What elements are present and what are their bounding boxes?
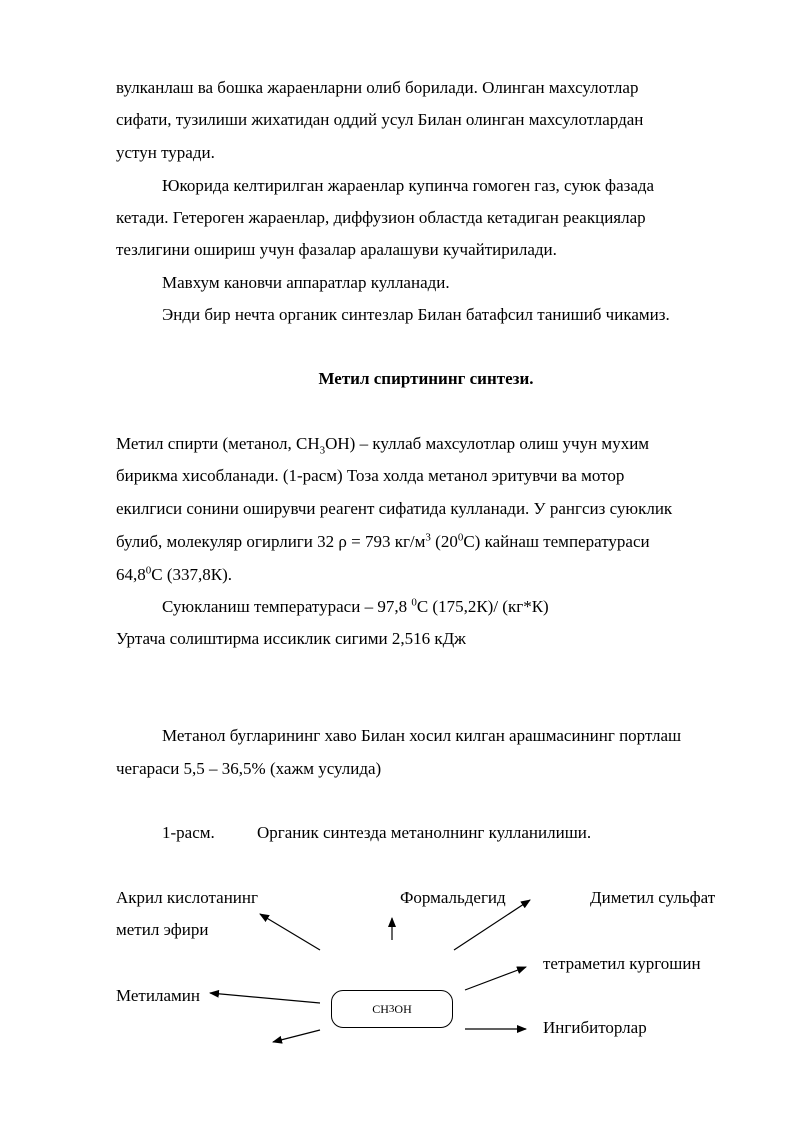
- text-run: CH: [372, 1001, 389, 1016]
- figure-caption-text: Органик синтезда метанолнинг кулланилиши.: [257, 823, 592, 842]
- arrow-to-methylamine: [210, 993, 320, 1003]
- paragraph-line: [162, 597, 549, 617]
- text-run: (20: [430, 532, 458, 551]
- text-run: булиб, молекуляр огирлиги 32 ρ = 793 кг/м: [116, 532, 426, 551]
- superscript: 3: [425, 531, 431, 544]
- methanol-node: CH 3 OH: [331, 990, 453, 1028]
- diagram-label-tetramethyl-lead: тетраметил кургошин: [543, 954, 701, 973]
- paragraph-line: Энди бир нечта органик синтезлар Билан батафсил танишиб чикамиз.: [162, 305, 670, 324]
- paragraph-line: кетади. Гетероген жараенлар, диффузион областда кетадиган реакциялар: [116, 208, 646, 227]
- text-run: С) кайнаш температураси: [463, 532, 650, 551]
- section-heading: Метил спиртининг синтези.: [318, 369, 534, 388]
- superscript: 0: [411, 596, 417, 609]
- arrow-lower-left: [273, 1030, 320, 1042]
- paragraph-line: Юкорида келтирилган жараенлар купинча гомоген газ, суюк фазада: [162, 176, 655, 195]
- paragraph-line: Мавхум кановчи аппаратлар кулланади.: [162, 273, 450, 292]
- subscript: 3: [319, 444, 326, 457]
- paragraph-line: [116, 532, 650, 552]
- paragraph-line: екилгиси сонини оширувчи реагент сифатида кулланади. У рангсиз суюклик: [116, 499, 673, 518]
- text-run: С (175,2К)/ (кг*К): [416, 597, 549, 616]
- diagram-label-inhibitors: Ингибиторлар: [543, 1018, 647, 1037]
- paragraph-line: чегараси 5,5 – 36,5% (хажм усулида): [116, 759, 382, 778]
- paragraph-line: устун туради.: [116, 143, 215, 162]
- diagram-label-methylamine: Метиламин: [116, 986, 200, 1005]
- text-run: Суюкланиш температураси – 97,8: [162, 597, 412, 616]
- text-run: С (337,8К).: [151, 565, 232, 584]
- paragraph-line: Метанол бугларининг хаво Билан хосил килган арашмасининг портлаш: [162, 726, 682, 745]
- paragraph-line: [116, 565, 232, 585]
- diagram-label-acryl: метил эфири: [116, 920, 209, 939]
- paragraph-line: тезлигини ошириш учун фазалар аралашуви кучайтирилади.: [116, 240, 557, 259]
- arrow-to-tetramethyl-lead: [465, 967, 526, 990]
- arrow-to-acryl: [260, 914, 320, 950]
- paragraph-line: Уртача солиштирма иссиклик сигими 2,516 кДж: [116, 629, 466, 648]
- text-run: OH) – куллаб махсулотлар олиш учун мухим: [325, 434, 650, 453]
- diagram-label-dimethyl-sulfate: Диметил сульфат: [590, 888, 716, 907]
- figure-caption-number: 1-расм.: [162, 823, 215, 842]
- paragraph-line: сифати, тузилиши жихатидан оддий усул Билан олинган махсулотлардан: [116, 110, 644, 129]
- paragraph-line: бирикма хисобланади. (1-расм) Тоза холда метанол эритувчи ва мотор: [116, 466, 625, 485]
- text-run: OH: [394, 1001, 412, 1016]
- text-run: 64,8: [116, 565, 146, 584]
- text-run: Метил спирти (метанол, CH: [116, 434, 320, 453]
- diagram-label-formaldehyde: Формальдегид: [400, 888, 506, 907]
- superscript: 0: [457, 531, 464, 544]
- paragraph-line: [116, 434, 650, 457]
- superscript: 0: [145, 564, 152, 577]
- diagram-label-acryl: Акрил кислотанинг: [116, 888, 258, 907]
- paragraph-line: вулканлаш ва бошка жараенларни олиб борилади. Олинган махсулотлар: [116, 78, 639, 97]
